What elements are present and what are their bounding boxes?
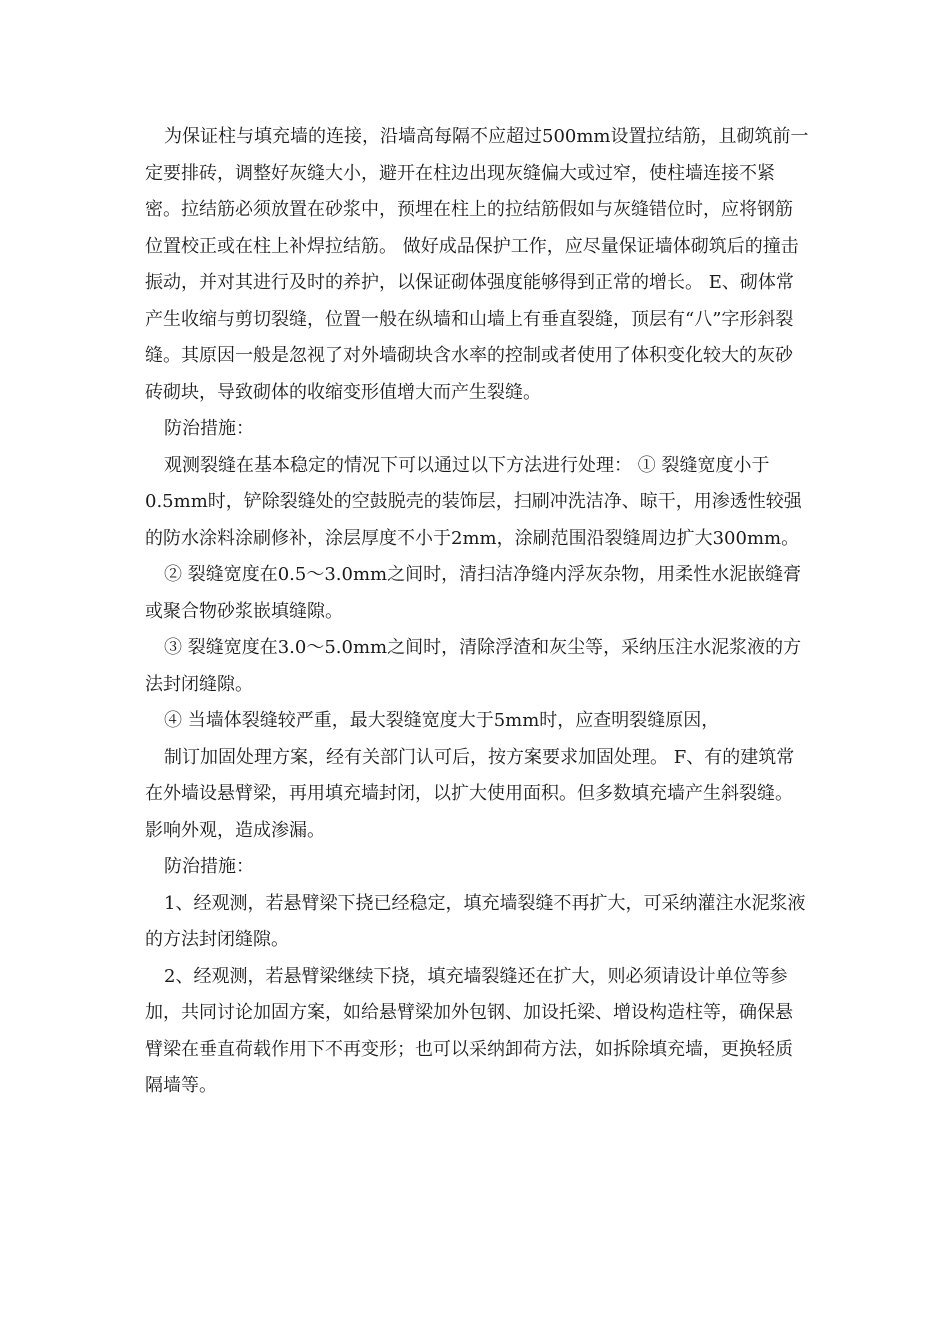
paragraph-crack-treatment-3: ③ 裂缝宽度在3.0～5.0mm之间时，清除浮渣和灰尘等，采纳压注水泥浆液的方法封闭缝隙。 <box>145 637 802 695</box>
paragraph-reinforcement-plan: 制订加固处理方案，经有关部门认可后，按方案要求加固处理。 F、有的建筑常在外墙设悬臂梁，再用填充墙封闭，以扩大使用面积。但多数填充墙产生斜裂缝。影响外观，造成渗漏。 <box>145 746 795 841</box>
paragraph-cantilever-measure-1: 1、经观测，若悬臂梁下挠已经稳定，填充墙裂缝不再扩大，可采纳灌注水泥浆液的方法封闭缝隙。 <box>145 892 806 950</box>
document-body <box>145 119 810 1105</box>
paragraph-prevention-heading-1: 防治措施： <box>164 418 254 439</box>
paragraph-cantilever-measure-2: 2、经观测，若悬臂梁继续下挠，填充墙裂缝还在扩大，则必须请设计单位等参加，共同讨论加固方案，如给悬臂梁加外包钢、加设托梁、增设构造柱等，确保悬臂梁在垂直荷载作用下不再变形；也可以采纳卸荷方法，如拆除填充墙，更换轻质隔墙等。 <box>145 965 793 1096</box>
paragraph-prevention-heading-2: 防治措施： <box>164 856 254 877</box>
paragraph-masonry-cracks: 为保证柱与填充墙的连接，沿墙高每隔不应超过500mm设置拉结筋，且砌筑前一定要排砖，调整好灰缝大小，避开在柱边出现灰缝偏大或过窄，使柱墙连接不紧密。拉结筋必须放置在砂浆中，预埋在柱上的拉结筋假如与灰缝错位时，应将钢筋位置校正或在柱上补焊拉结筋。 做好成品保护工作，应尽量保证墙体砌筑后的撞击振动，并对其进行及时的养护，以保证砌体强度能够得到正常的增长。 E、砌体常产生收缩与剪切裂缝，位置一般在纵墙和山墙上有垂直裂缝，顶层有“八”字形斜裂缝。其原因一般是忽视了对外墙砌块含水率的控制或者使用了体积变化较大的灰砂砖砌块，导致砌体的收缩变形值增大而产生裂缝。 <box>145 126 809 403</box>
paragraph-crack-treatment-2: ② 裂缝宽度在0.5～3.0mm之间时，清扫洁净缝内浮灰杂物，用柔性水泥嵌缝膏或聚合物砂浆嵌填缝隙。 <box>145 564 802 622</box>
paragraph-crack-treatment-4: ④ 当墙体裂缝较严重，最大裂缝宽度大于5mm时，应查明裂缝原因， <box>164 710 720 731</box>
paragraph-crack-treatment-1: 观测裂缝在基本稳定的情况下可以通过以下方法进行处理： ① 裂缝宽度小于0.5mm时，铲除裂缝处的空鼓脱壳的装饰层，扫刷冲洗洁净、晾干，用渗透性较强的防水涂料涂刷修补，涂层厚度不小于2mm，涂刷范围沿裂缝周边扩大300mm。 <box>145 454 802 549</box>
